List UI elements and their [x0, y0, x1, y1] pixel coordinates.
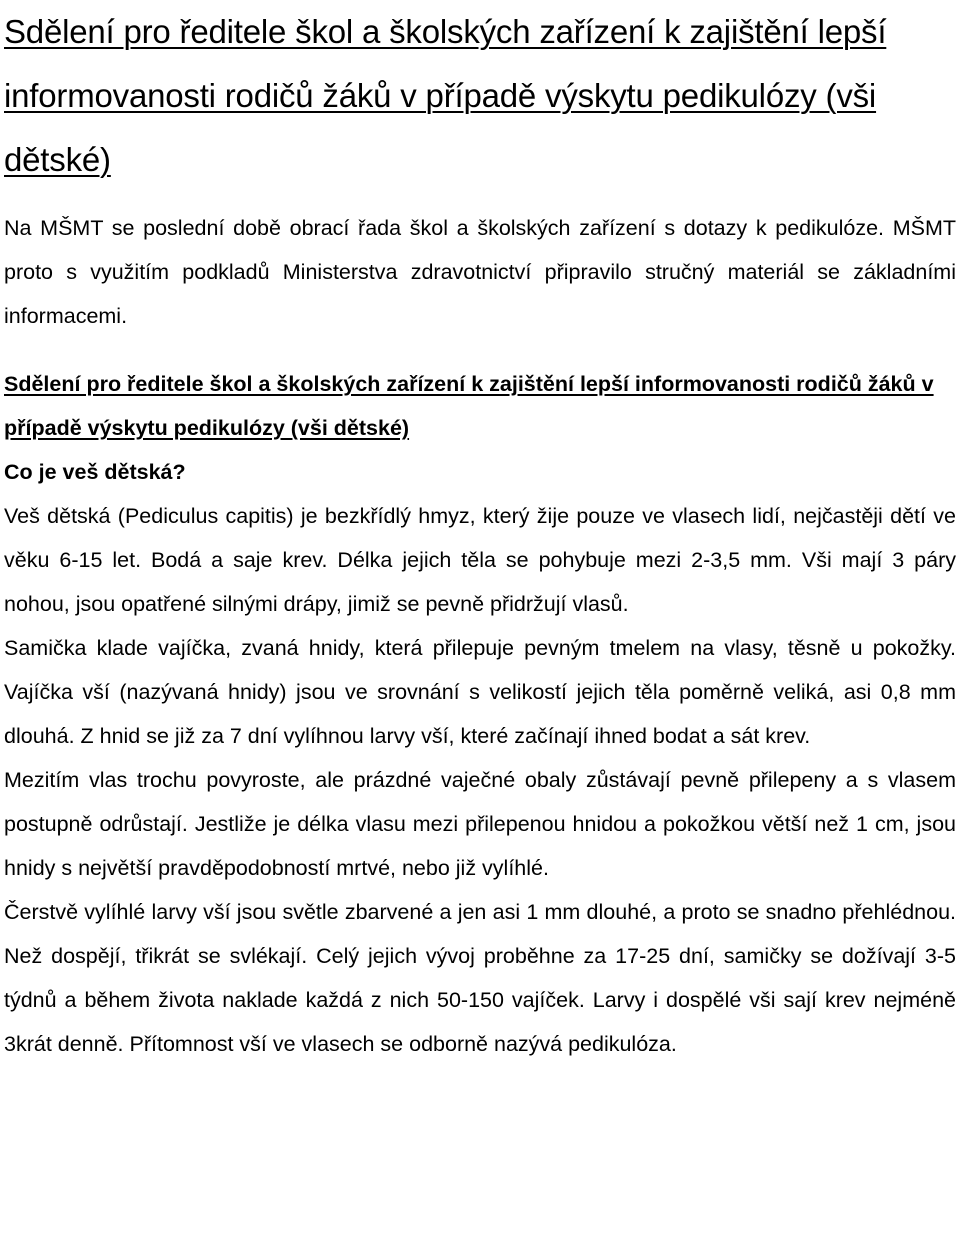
body-paragraph: Čerstvě vylíhlé larvy vší jsou světle zbarvené a jen asi 1 mm dlouhé, a proto se snadno přehlédnou. Než dospějí, třikrát se svlékají. Celý jejich vývoj proběhne za 17-25 dní, samičky se dožívají 3-5 týdnů a během života naklade každá z nich 50-150 vajíček. Larvy i dospělé vši sají krev nejméně 3krát denně. Přítomnost vší ve vlasech se odborně nazývá pedikulóza. [4, 900, 956, 1056]
subsection-title: Co je veš dětská? [4, 460, 186, 484]
body-paragraph: Mezitím vlas trochu povyroste, ale prázdné vaječné obaly zůstávají pevně přilepeny a s vlasem postupně odrůstají. Jestliže je délka vlasu mezi přilepenou hnidou a pokožkou větší než 1 cm, jsou hnidy s největší pravděpodobností mrtvé, nebo již vylíhlé. [4, 768, 956, 880]
section-title: Sdělení pro ředitele škol a školských zařízení k zajištění lepší informovanosti rodičů žáků v případě výskytu pedikulózy (vši dětské) [4, 372, 934, 440]
body-paragraph: Veš dětská (Pediculus capitis) je bezkřídlý hmyz, který žije pouze ve vlasech lidí, nejčastěji dětí ve věku 6-15 let. Bodá a saje krev. Délka jejich těla se pohybuje mezi 2-3,5 mm. Vši mají 3 páry nohou, jsou opatřené silnými drápy, jimiž se pevně přidržují vlasů. [4, 504, 956, 616]
intro-paragraph: Na MŠMT se poslední době obrací řada škol a školských zařízení s dotazy k pedikulóze. MŠMT proto s využitím podkladů Ministerstva zdravotnictví připravilo stručný materiál se základními informacemi. [4, 216, 956, 328]
body-paragraph: Samička klade vajíčka, zvaná hnidy, která přilepuje pevným tmelem na vlasy, těsně u pokožky. Vajíčka vší (nazývaná hnidy) jsou ve srovnání s velikostí jejich těla poměrně veliká, asi 0,8 mm dlouhá. Z hnid se již za 7 dní vylíhnou larvy vší, které začínají ihned bodat a sát krev. [4, 636, 956, 748]
document-title: Sdělení pro ředitele škol a školských zařízení k zajištění lepší informovanosti rodičů žáků v případě výskytu pedikulózy (vši dětské) [4, 13, 887, 178]
